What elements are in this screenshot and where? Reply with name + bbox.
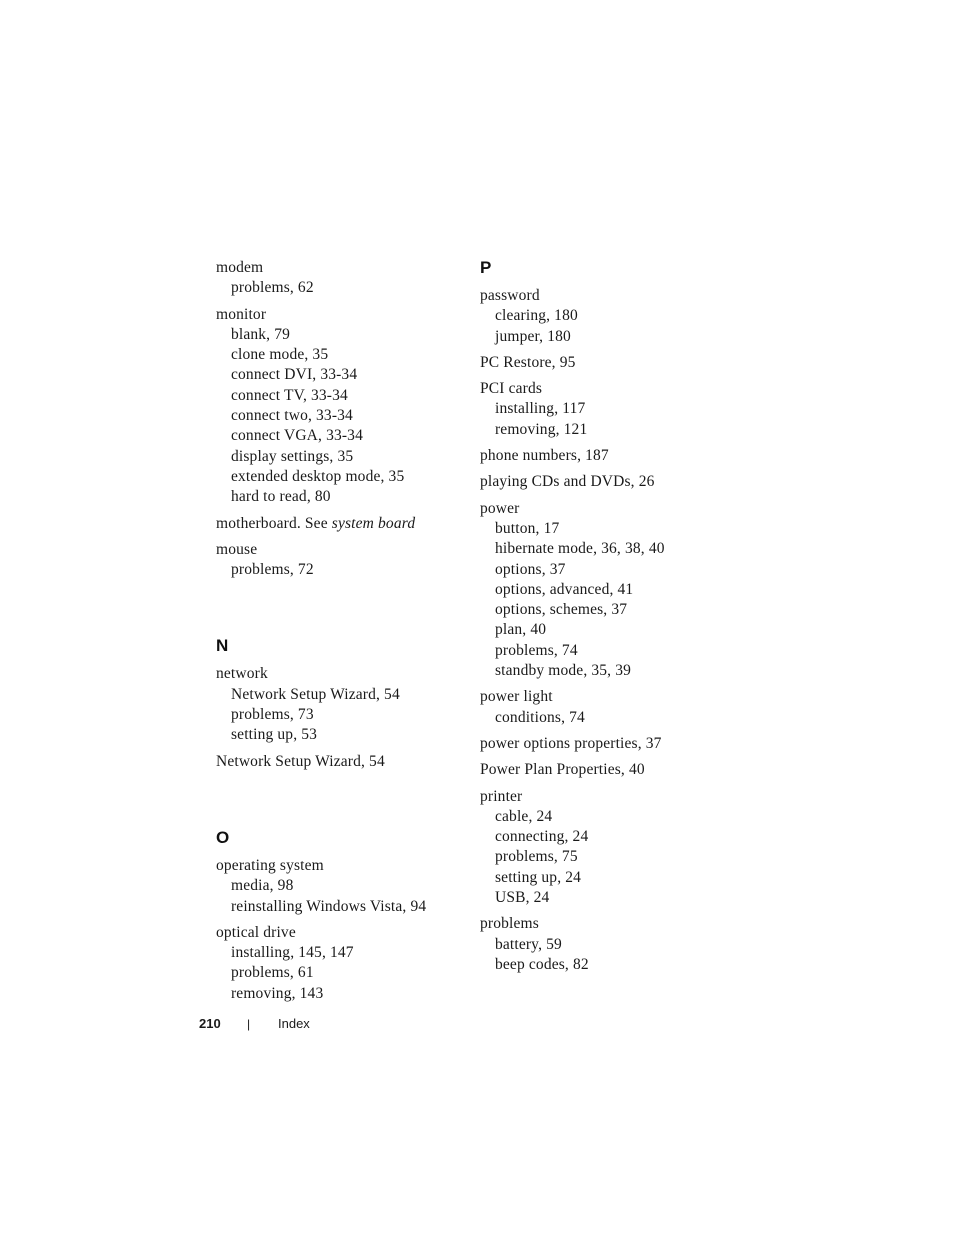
index-term bbox=[216, 856, 466, 876]
index-subentry: installing, 117 bbox=[495, 400, 586, 418]
index-subentry: clearing, 180 bbox=[495, 307, 578, 325]
index-letter-heading: N bbox=[216, 636, 229, 656]
index-term-text: monitor bbox=[216, 305, 267, 323]
index-letter-heading: O bbox=[216, 827, 230, 847]
index-subentry: Network Setup Wizard, 54 bbox=[231, 685, 400, 703]
index-term bbox=[480, 687, 740, 707]
index-term-text: playing CDs and DVDs, 26 bbox=[480, 473, 655, 491]
index-entry bbox=[216, 664, 466, 745]
index-entry bbox=[480, 286, 740, 347]
index-term-text: network bbox=[216, 665, 268, 683]
index-entry bbox=[216, 305, 466, 508]
index-subentry: options, 37 bbox=[495, 560, 566, 578]
index-subentry: hard to read, 80 bbox=[231, 488, 331, 506]
index-letter-heading: P bbox=[480, 258, 492, 277]
index-term-text: phone numbers, 187 bbox=[480, 447, 609, 465]
index-subentry: battery, 59 bbox=[495, 935, 562, 953]
index-entry bbox=[216, 923, 466, 1004]
index-column-right bbox=[480, 258, 740, 981]
index-term-text: problems bbox=[480, 915, 539, 933]
index-see-also: system board bbox=[331, 514, 416, 532]
index-term bbox=[480, 499, 740, 519]
index-subentry: setting up, 24 bbox=[495, 868, 582, 886]
index-term-text: operating system bbox=[216, 856, 324, 874]
index-term-text: mouse bbox=[216, 540, 258, 558]
index-subentry: removing, 121 bbox=[495, 420, 588, 438]
index-subentry: connect DVI, 33-34 bbox=[231, 366, 358, 384]
index-subentry: blank, 79 bbox=[231, 325, 291, 343]
index-subentry: connecting, 24 bbox=[495, 828, 589, 846]
index-subentry: connect VGA, 33-34 bbox=[231, 427, 363, 445]
footer-separator: | bbox=[247, 1017, 251, 1031]
index-subentry: media, 98 bbox=[231, 877, 294, 895]
index-term-text: optical drive bbox=[216, 923, 296, 941]
index-subentry: problems, 62 bbox=[231, 279, 314, 297]
index-term-text: power light bbox=[480, 688, 553, 706]
index-entry bbox=[480, 379, 740, 440]
index-term bbox=[216, 752, 466, 772]
index-subentry: connect TV, 33-34 bbox=[231, 386, 348, 404]
index-subentry: display settings, 35 bbox=[231, 447, 354, 465]
index-term bbox=[480, 734, 740, 754]
index-subentry: problems, 61 bbox=[231, 964, 314, 982]
index-entry bbox=[216, 752, 466, 772]
index-term bbox=[216, 258, 466, 278]
index-subentry: cable, 24 bbox=[495, 807, 553, 825]
index-entry bbox=[480, 734, 740, 754]
index-entry bbox=[216, 540, 466, 581]
index-subentry: plan, 40 bbox=[495, 621, 547, 639]
index-entry bbox=[480, 687, 740, 728]
index-term bbox=[480, 446, 740, 466]
index-term-text: Network Setup Wizard, 54 bbox=[216, 752, 385, 770]
index-entry bbox=[480, 499, 740, 682]
index-entry bbox=[480, 472, 740, 492]
index-subentry: standby mode, 35, 39 bbox=[495, 662, 632, 680]
index-entry bbox=[480, 353, 740, 373]
index-subentry: removing, 143 bbox=[231, 984, 324, 1002]
index-term-text: password bbox=[480, 287, 540, 304]
index-subentry: conditions, 74 bbox=[495, 708, 585, 726]
index-entry bbox=[480, 787, 740, 909]
index-subentry: USB, 24 bbox=[495, 889, 550, 907]
index-term-text: Power Plan Properties, 40 bbox=[480, 761, 645, 779]
index-term bbox=[480, 286, 740, 306]
index-subentry: connect two, 33-34 bbox=[231, 407, 353, 425]
index-term bbox=[480, 353, 740, 373]
index-subentry: jumper, 180 bbox=[495, 327, 571, 345]
index-subentry: hibernate mode, 36, 38, 40 bbox=[495, 540, 665, 558]
index-subentry: installing, 145, 147 bbox=[231, 944, 354, 962]
index-subentry: extended desktop mode, 35 bbox=[231, 467, 405, 485]
page-number: 210 bbox=[199, 1016, 221, 1031]
index-term bbox=[480, 379, 740, 399]
index-subentry: problems, 73 bbox=[231, 706, 314, 724]
index-term-text: PCI cards bbox=[480, 380, 543, 398]
index-entry bbox=[216, 258, 466, 299]
footer-section-title: Index bbox=[278, 1016, 310, 1031]
index-entry bbox=[216, 514, 466, 534]
index-entry bbox=[480, 760, 740, 780]
index-entry bbox=[216, 856, 466, 917]
index-term-text: PC Restore, 95 bbox=[480, 353, 576, 371]
index-subentry: problems, 72 bbox=[231, 561, 314, 579]
index-subentry: reinstalling Windows Vista, 94 bbox=[231, 897, 427, 915]
index-subentry: setting up, 53 bbox=[231, 726, 318, 744]
index-term-text: motherboard. See bbox=[216, 514, 328, 532]
index-entry bbox=[480, 446, 740, 466]
index-term-text: printer bbox=[480, 787, 523, 805]
index-term bbox=[216, 514, 466, 534]
index-subentry: beep codes, 82 bbox=[495, 955, 589, 973]
index-column-left bbox=[216, 258, 466, 1010]
index-term bbox=[216, 923, 466, 943]
index-subentry: options, advanced, 41 bbox=[495, 580, 634, 598]
index-term bbox=[480, 472, 740, 492]
index-subentry: clone mode, 35 bbox=[231, 346, 329, 364]
index-subentry: button, 17 bbox=[495, 519, 560, 537]
index-subentry: problems, 74 bbox=[495, 641, 578, 659]
index-entry bbox=[480, 914, 740, 975]
index-term bbox=[216, 305, 466, 325]
index-term bbox=[480, 787, 740, 807]
index-subentry: problems, 75 bbox=[495, 848, 578, 866]
index-term bbox=[480, 760, 740, 780]
index-term-text: modem bbox=[216, 259, 264, 276]
index-term bbox=[216, 540, 466, 560]
index-term-text: power bbox=[480, 499, 520, 517]
index-term bbox=[216, 664, 466, 684]
index-subentry: options, schemes, 37 bbox=[495, 601, 628, 619]
index-term bbox=[480, 914, 740, 934]
index-term-text: power options properties, 37 bbox=[480, 734, 662, 752]
